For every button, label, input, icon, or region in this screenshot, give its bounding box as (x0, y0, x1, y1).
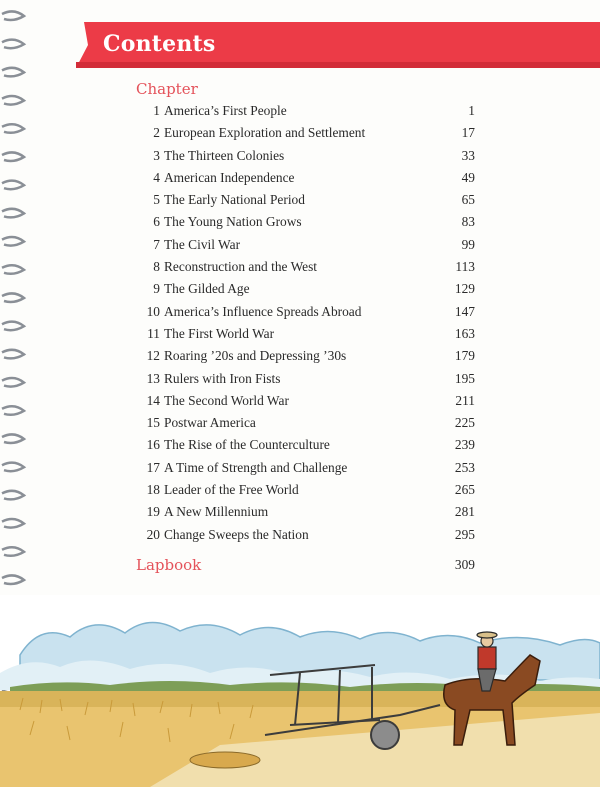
chapter-number: 5 (153, 192, 160, 208)
chapter-number: 12 (146, 348, 160, 364)
chapter-title: The Rise of the Counterculture (164, 437, 330, 453)
chapter-number: 7 (153, 236, 160, 252)
spiral-coil (2, 265, 24, 274)
spiral-coil (2, 181, 24, 190)
spiral-coil (2, 322, 24, 331)
chapter-title: Postwar America (164, 415, 256, 431)
chapter-title: Roaring ’20s and Depressing ’30s (164, 348, 347, 364)
spiral-coil (2, 124, 24, 133)
spiral-coil (2, 434, 24, 443)
spiral-coil (2, 96, 24, 105)
toc-chapter-row[interactable] (136, 256, 481, 278)
toc-chapter-row[interactable] (136, 278, 481, 300)
spiral-coil (2, 547, 24, 556)
toc-chapter-row[interactable] (136, 501, 481, 523)
toc-chapter-row[interactable] (136, 434, 481, 456)
chapter-heading: Chapter (136, 80, 198, 98)
chapter-page-number: 65 (461, 192, 475, 208)
spiral-coil (2, 378, 24, 387)
chapter-title: Leader of the Free World (164, 482, 299, 498)
chapter-page-number: 163 (454, 325, 475, 341)
chapter-number: 18 (146, 482, 160, 498)
chapter-page-number: 295 (454, 526, 475, 542)
chapter-page-number: 195 (454, 370, 475, 386)
toc-chapter-row[interactable] (136, 345, 481, 367)
chapter-number: 10 (146, 303, 160, 319)
chapter-number: 1 (153, 103, 160, 118)
toc-chapter-row[interactable] (136, 100, 481, 122)
spiral-coil (2, 152, 24, 161)
chapter-page-number: 281 (454, 504, 475, 520)
chapter-number: 19 (146, 504, 160, 520)
toc-chapter-row[interactable] (136, 368, 481, 390)
chapter-page-number: 17 (461, 125, 475, 141)
toc-chapter-row[interactable] (136, 234, 481, 256)
chapter-number: 6 (153, 214, 160, 230)
spiral-coil (2, 350, 24, 359)
chapter-page-number: 99 (461, 236, 475, 252)
farmer-on-horse-pulling-reaper-in-wheat-field-icon (0, 595, 600, 787)
chapter-title: Rulers with Iron Fists (164, 370, 281, 386)
chapter-number: 3 (153, 147, 160, 163)
chapter-title: American Independence (164, 169, 295, 185)
chapter-page-number: 83 (461, 214, 475, 230)
chapter-page-number: 49 (461, 169, 475, 185)
chapter-title: The Gilded Age (164, 281, 250, 297)
chapter-title: The Civil War (164, 236, 241, 252)
chapter-title: The Young Nation Grows (164, 214, 302, 230)
lapbook-entry[interactable] (136, 555, 481, 575)
chapter-title: A Time of Strength and Challenge (164, 459, 348, 475)
chapter-page-number: 225 (454, 415, 475, 431)
chapter-page-number: 129 (454, 281, 475, 297)
toc-chapter-row[interactable] (136, 524, 481, 546)
chapter-title: The Early National Period (164, 192, 305, 208)
spiral-coil (2, 293, 24, 302)
toc-chapter-row[interactable] (136, 412, 481, 434)
chapter-title: The Thirteen Colonies (164, 147, 285, 163)
chapter-page-number: 211 (455, 392, 475, 408)
toc-chapter-row[interactable] (136, 122, 481, 144)
toc-chapter-row[interactable] (136, 479, 481, 501)
chapter-number: 20 (146, 526, 160, 542)
chapter-page-number: 179 (454, 348, 475, 364)
spiral-coil (2, 68, 24, 77)
chapter-page-number: 33 (461, 147, 475, 163)
chapter-page-number: 113 (455, 259, 475, 275)
page-title: Contents (103, 31, 216, 57)
chapter-title: Reconstruction and the West (164, 259, 318, 275)
chapter-title: Change Sweeps the Nation (164, 526, 309, 542)
chapter-number: 4 (153, 169, 160, 185)
toc-chapter-row[interactable] (136, 211, 481, 233)
toc-chapter-row[interactable] (136, 390, 481, 412)
spiral-coil (2, 11, 24, 20)
chapter-number: 2 (153, 125, 160, 141)
chapter-page-number: 239 (454, 437, 475, 453)
chapter-title: The First World War (164, 325, 275, 341)
toc-chapter-row[interactable] (136, 323, 481, 345)
chapter-number: 11 (147, 325, 160, 341)
chapter-number: 8 (153, 259, 160, 275)
toc-chapter-row[interactable] (136, 167, 481, 189)
table-of-contents (136, 100, 481, 546)
chapter-page-number: 147 (454, 303, 475, 319)
toc-chapter-row[interactable] (136, 145, 481, 167)
spiral-coil (2, 575, 24, 584)
chapter-page-number: 265 (454, 482, 475, 498)
lapbook-page-number: 309 (454, 557, 475, 572)
spiral-coil (2, 406, 24, 415)
spiral-coil (2, 237, 24, 246)
spiral-coil (2, 40, 24, 49)
toc-chapter-row[interactable] (136, 189, 481, 211)
chapter-number: 15 (146, 415, 160, 431)
chapter-number: 13 (146, 370, 160, 386)
chapter-title: The Second World War (164, 392, 289, 408)
spiral-coil (2, 209, 24, 218)
chapter-page-number: 253 (454, 459, 475, 475)
chapter-page-number: 1 (468, 103, 475, 118)
spiral-coil (2, 519, 24, 528)
chapter-number: 17 (146, 459, 160, 475)
toc-chapter-row[interactable] (136, 301, 481, 323)
chapter-title: America’s Influence Spreads Abroad (164, 303, 362, 319)
spiral-coil (2, 491, 24, 500)
chapter-title: European Exploration and Settlement (164, 125, 366, 141)
toc-chapter-row[interactable] (136, 457, 481, 479)
spiral-coil (2, 463, 24, 472)
chapter-title: A New Millennium (164, 504, 269, 520)
chapter-number: 16 (146, 437, 160, 453)
chapter-title: America’s First People (164, 103, 287, 118)
chapter-number: 14 (146, 392, 160, 408)
chapter-number: 9 (153, 281, 160, 297)
lapbook-label: Lapbook (136, 556, 202, 574)
